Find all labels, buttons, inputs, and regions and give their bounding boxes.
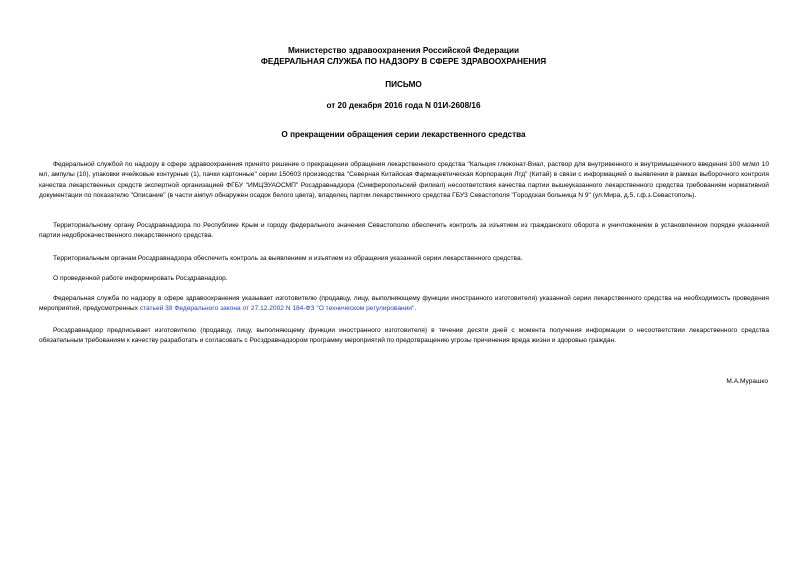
document-subject: О прекращении обращения серии лекарственного средства [281,130,526,139]
ministry-title: Министерство здравоохранения Российской Федерации [287,46,520,55]
paragraph-territorial-bodies: Территориальным органам Росздравнадзора обеспечить контроль за выявлением и изъятием из обращения указанной серии лекарственного средства. [53,255,523,262]
signature: М.А.Мурашко [726,378,768,385]
paragraph-manufacturer-measures [39,294,769,315]
paragraph-decision: Федеральной службой по надзору в сфере здравоохранения принято решение о прекращении обращения лекарственного средства "Кальция глюконат-Виал, раствор для внутривенного и внутримышечного введения 100 мг/мл 10 мл, ампулы (10), упаковки ячейковые контурные (1), пачки картонные" серии 150603 производства "Северная Китайская Фармацевтическая Корпорация Лтд" (Китай) в связи с информацией о выявлении в рамках выборочного контроля качества лекарственных средств экспертной организацией ФГБУ "ИМЦЭУАОСМП" Росздравнадзора (Симферопольский филиал) несоответствия качества партии вышеуказанного лекарственного средства требованиям нормативной документации по показателю "Описание" (в части ампул обнаружен осадок белого цвета), владелец партии лекарственного средства ГБУЗ Севастополя "Городская больница N 9" (ул.Мира, д.5, г.ф.з.Севастополь). [39,161,769,200]
paragraph-text-after-link: . [414,305,417,313]
paragraph-territorial-crimea: Территориальному органу Росздравнадзора по Республике Крым и городу федерального значения Севастополю обеспечить контроль за изъятием из гражданского оборота и уничтожением в установленном порядке указанной партии недоброкачественного лекарственного средства. [39,222,769,240]
document-type: ПИСЬМО [385,80,422,89]
document-number: от 20 декабря 2016 года N 01И-2608/16 [326,101,481,110]
service-title: ФЕДЕРАЛЬНАЯ СЛУЖБА ПО НАДЗОРУ В СФЕРЕ ЗДРАВООХРАНЕНИЯ [260,57,547,66]
law-reference-link[interactable]: статьей 38 Федерального закона от 27.12.2002 N 184-ФЗ "О техническом регулировании" [139,305,415,313]
paragraph-text-before-link: Федеральная служба по надзору в сфере здравоохранения указывает изготовителю (продавцу, лицу, выполняющему функции иностранного изготовителя) указанной серии лекарственного средства на необходимость проведения мероприятий, предусмотренных [39,295,769,313]
paragraph-report: О проведенной работе информировать Росздравнадзор. [53,275,228,282]
paragraph-prescription: Росздравнадзор предписывает изготовителю (продавцу, лицу, выполняющему функции иностранного изготовителя) в течение десяти дней с момента получения информации о несоответствии лекарственного средства обязательным требованиям к качеству разработать и согласовать с Росздравнадзором программу мероприятий по предотвращению угрозы причинения вреда жизни и здоровью граждан. [39,327,769,345]
